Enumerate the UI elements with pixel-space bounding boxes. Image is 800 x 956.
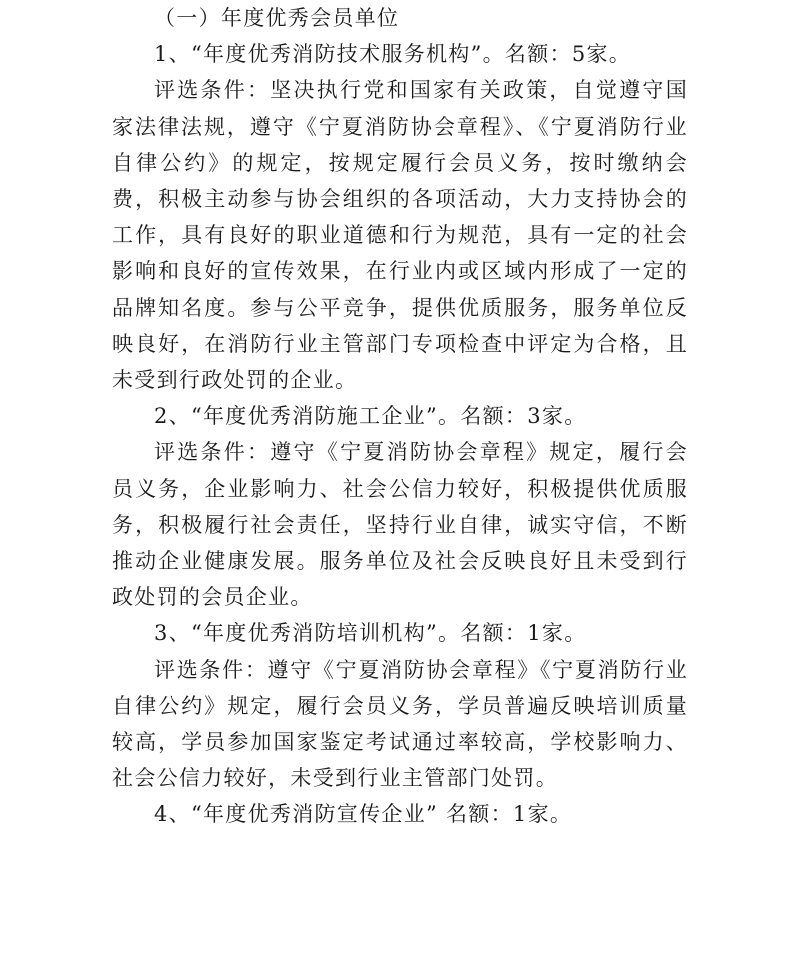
- section-heading: （一）年度优秀会员单位: [154, 6, 400, 30]
- document-page: [112, 0, 688, 833]
- item-criteria-1: 评选条件：坚决执行党和国家有关政策，自觉遵守国家法律法规，遵守《宁夏消防协会章程》、《宁夏消防行业自律公约》的规定，按规定履行会员义务，按时缴纳会费，积极主动参与协会组织的各项活动，大力支持协会的工作，具有良好的职业道德和行为规范，具有一定的社会影响和良好的宣传效果，在行业内或区域内形成了一定的品牌知名度。参与公平竞争，提供优质服务，服务单位反映良好，在消防行业主管部门专项检查中评定为合格，且未受到行政处罚的企业。: [112, 78, 688, 393]
- item-title-1: 1、“年度优秀消防技术服务机构”。名额：5家。: [154, 42, 632, 67]
- item-title-4: 4、“年度优秀消防宣传企业” 名额：1家。: [154, 802, 573, 827]
- item-criteria-3: 评选条件：遵守《宁夏消防协会章程》《宁夏消防行业自律公约》规定，履行会员义务，学员普遍反映培训质量较高，学员参加国家鉴定考试通过率较高，学校影响力、社会公信力较好，未受到行业主管部门处罚。: [112, 657, 688, 791]
- item-title-3: 3、“年度优秀消防培训机构”。名额：1家。: [154, 621, 587, 646]
- item-title-2: 2、“年度优秀消防施工企业”。名额：3家。: [154, 404, 587, 429]
- item-criteria-2: 评选条件：遵守《宁夏消防协会章程》规定，履行会员义务，企业影响力、社会公信力较好，积极提供优质服务，积极履行社会责任，坚持行业自律，诚实守信，不断推动企业健康发展。服务单位及社会反映良好且未受到行政处罚的会员企业。: [112, 440, 688, 610]
